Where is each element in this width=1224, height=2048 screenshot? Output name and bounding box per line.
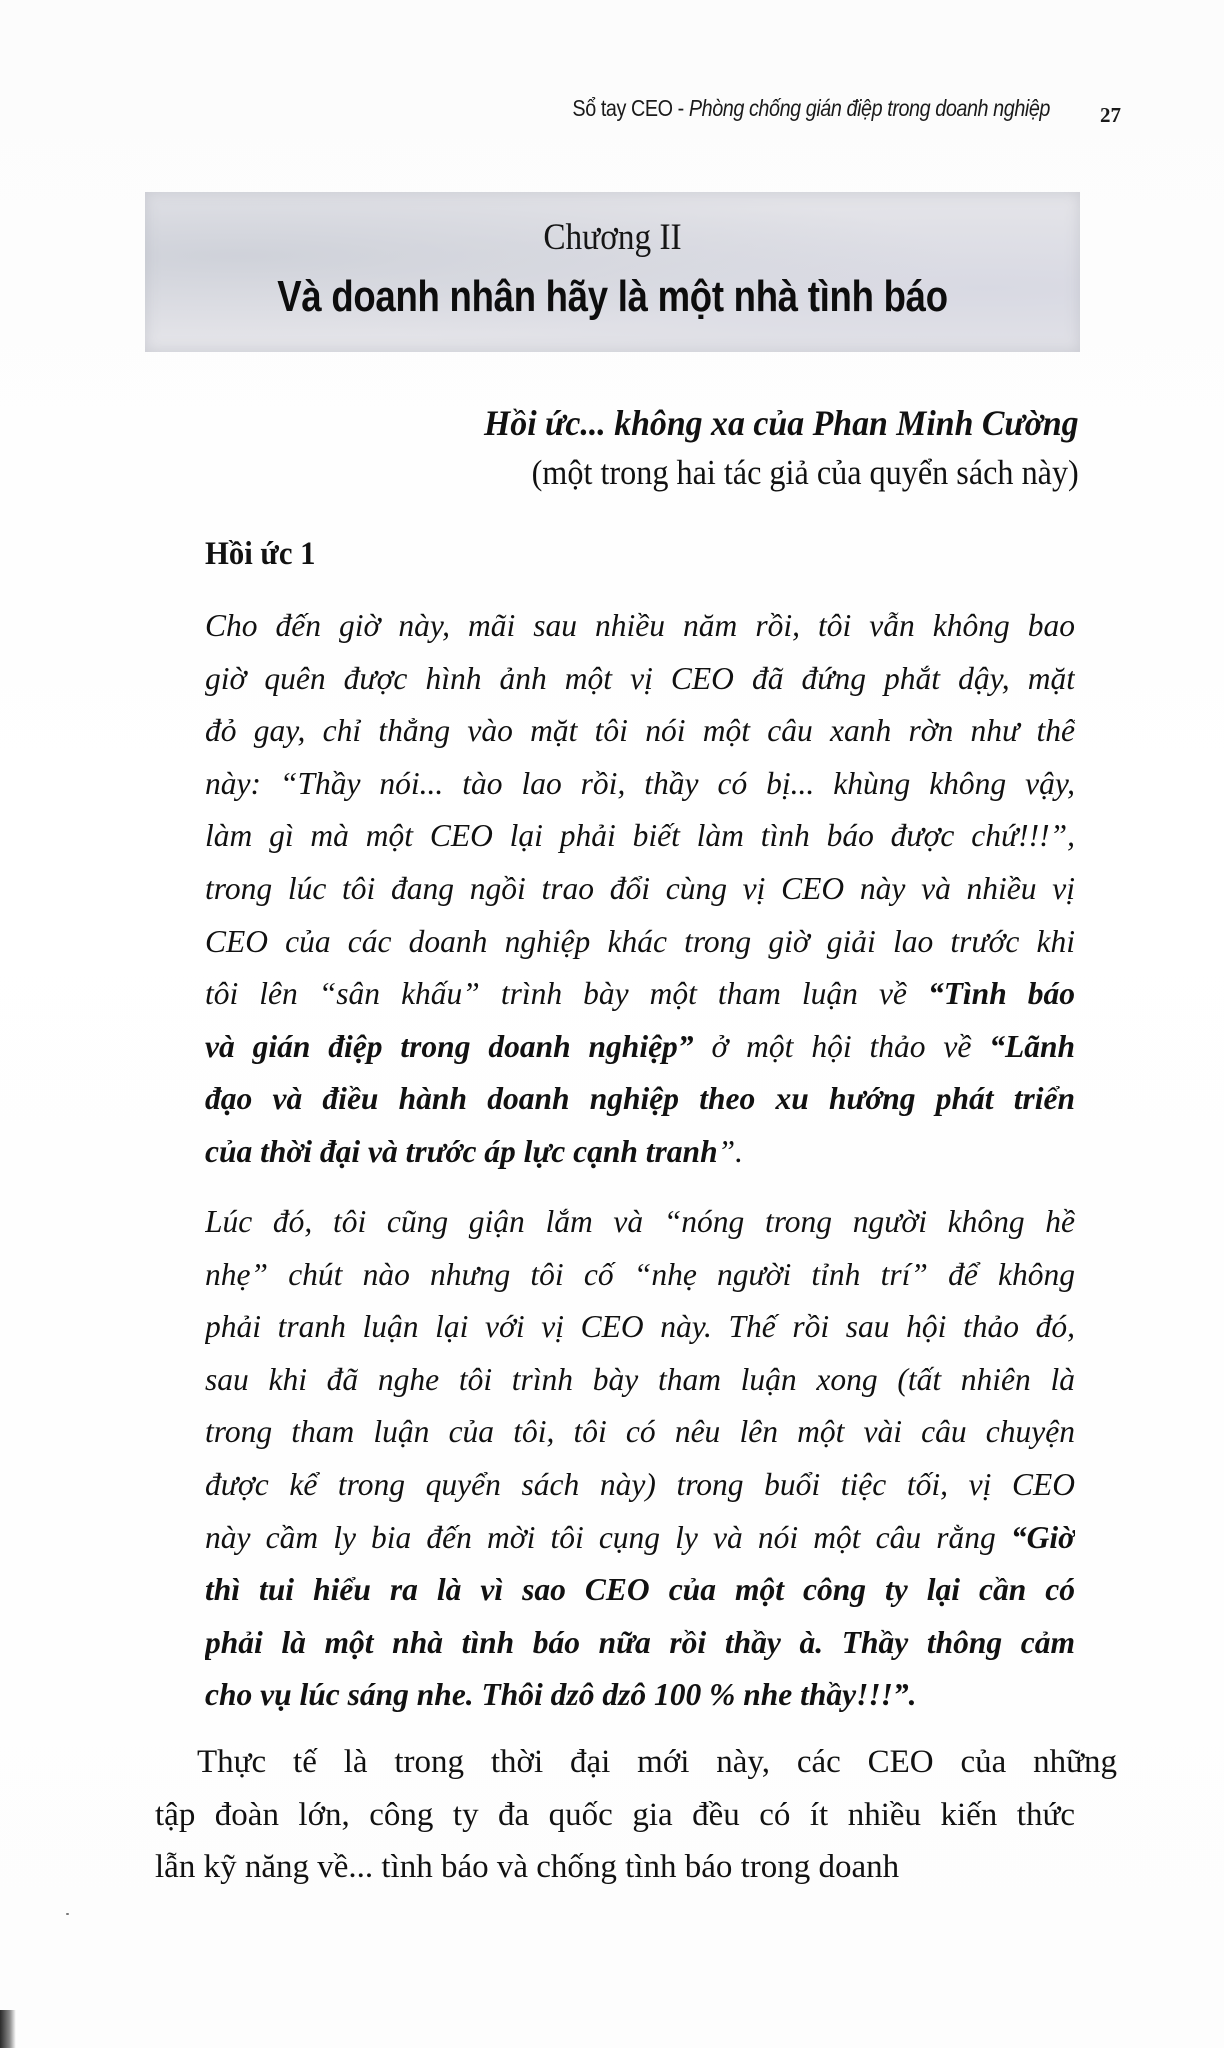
text-segment: đỏ gay, chỉ thẳng vào mặt tôi nói một câu xanh rờn như thế: [205, 713, 1075, 749]
text-line: [205, 1073, 1075, 1126]
bold-text: và gián điệp trong doanh nghiệp”: [205, 1028, 694, 1064]
text-segment: làm gì mà một CEO lại phải biết làm tình báo được chứ!!!”,: [205, 818, 1075, 854]
chapter-title: Và doanh nhân hãy là một nhà tình báo: [277, 272, 948, 321]
text-line: [205, 810, 1075, 863]
paragraph-2: [205, 1196, 1075, 1722]
epigraph-subtitle: (một trong hai tác giả của quyển sách này): [531, 453, 1079, 492]
text-segment: ”.: [717, 1133, 744, 1169]
chapter-banner: [145, 192, 1080, 352]
text-line: [205, 1406, 1075, 1459]
paper-speck: [66, 1913, 69, 1915]
running-head: [525, 95, 1050, 122]
text-segment: tôi lên “sân khấu” trình bày một tham luận về: [205, 976, 928, 1012]
bold-text: đạo và điều hành doanh nghiệp theo xu hướng phát triển: [205, 1081, 1075, 1117]
text-line: [155, 1841, 1075, 1894]
text-segment: này cầm ly bia đến mời tôi cụng ly và nói một câu rằng: [205, 1519, 1011, 1555]
bold-text: phải là một nhà tình báo nữa rồi thầy à. Thầy thông cảm: [205, 1624, 1075, 1660]
page-corner-shadow: [0, 2010, 16, 2048]
text-segment: tập đoàn lớn, công ty đa quốc gia đều có ít nhiều kiến thức: [155, 1796, 1075, 1833]
text-line: [205, 1301, 1075, 1354]
text-segment: trong tham luận của tôi, tôi có nêu lên một vài câu chuyện: [205, 1414, 1075, 1450]
text-line: [155, 1736, 1117, 1789]
text-segment: giờ quên được hình ảnh một vị CEO đã đứng phắt dậy, mặt: [205, 660, 1075, 696]
text-line: [205, 1512, 1075, 1565]
text-segment: Cho đến giờ này, mãi sau nhiều năm rồi, tôi vẫn không bao: [205, 608, 1075, 643]
text-line: [155, 1789, 1075, 1842]
bold-text: “Tình báo: [927, 976, 1075, 1012]
text-line: [205, 1564, 1075, 1617]
text-line: [205, 916, 1075, 969]
text-segment: ở một hội thảo về: [693, 1028, 990, 1064]
text-segment: được kể trong quyển sách này) trong buổi tiệc tối, vị CEO: [205, 1466, 1075, 1502]
paragraph-3: [155, 1736, 1117, 1894]
text-line: [205, 1021, 1075, 1074]
bold-text: “Lãnh: [989, 1028, 1075, 1064]
text-line: [205, 1459, 1075, 1512]
bold-text: thì tui hiểu ra là vì sao CEO của một công ty lại cần có: [205, 1572, 1075, 1608]
text-segment: trong lúc tôi đang ngồi trao đổi cùng vị CEO này và nhiều vị: [205, 870, 1075, 906]
text-line: [205, 1354, 1075, 1407]
text-segment: Lúc đó, tôi cũng giận lắm và “nóng trong người không hề: [205, 1204, 1075, 1239]
text-line: [205, 1249, 1075, 1302]
text-line: [205, 1126, 1075, 1179]
text-line: [205, 1196, 1075, 1249]
text-segment: sau khi đã nghe tôi trình bày tham luận xong (tất nhiên là: [205, 1361, 1075, 1397]
text-line: [205, 1669, 1075, 1722]
text-line: [205, 600, 1075, 653]
text-line: [205, 705, 1075, 758]
text-segment: này: “Thầy nói... tào lao rồi, thầy có bị... khùng không vậy,: [205, 765, 1075, 801]
text-line: [205, 758, 1075, 811]
epigraph-title: Hồi ức... không xa của Phan Minh Cường: [484, 403, 1079, 443]
text-line: [205, 653, 1075, 706]
text-segment: Thực tế là trong thời đại mới này, các CEO của những: [197, 1744, 1117, 1780]
bold-text: cho vụ lúc sáng nhe. Thôi dzô dzô 100 % nhe thầy!!!”.: [205, 1677, 917, 1713]
text-line: [205, 968, 1075, 1021]
bold-text: của thời đại và trước áp lực cạnh tranh: [205, 1133, 718, 1169]
text-segment: lẫn kỹ năng về... tình báo và chống tình báo trong doanh: [155, 1849, 900, 1886]
chapter-number: Chương II: [543, 217, 682, 258]
text-segment: nhẹ” chút nào nhưng tôi cố “nhẹ người tỉnh trí” để không: [205, 1256, 1075, 1292]
text-segment: phải tranh luận lại với vị CEO này. Thế rồi sau hội thảo đó,: [205, 1309, 1075, 1345]
text-line: [205, 1617, 1075, 1670]
bold-text: “Giờ: [1010, 1519, 1075, 1555]
running-head-subtitle: Phòng chống gián điệp trong doanh nghiệp: [688, 95, 1050, 121]
running-head-book: Sổ tay CEO -: [572, 95, 684, 121]
section-heading: Hồi ức 1: [205, 536, 316, 572]
paragraph-1: [205, 600, 1075, 1179]
text-line: [205, 863, 1075, 916]
text-segment: CEO của các doanh nghiệp khác trong giờ giải lao trước khi: [205, 923, 1075, 959]
page-number: 27: [1100, 103, 1121, 127]
